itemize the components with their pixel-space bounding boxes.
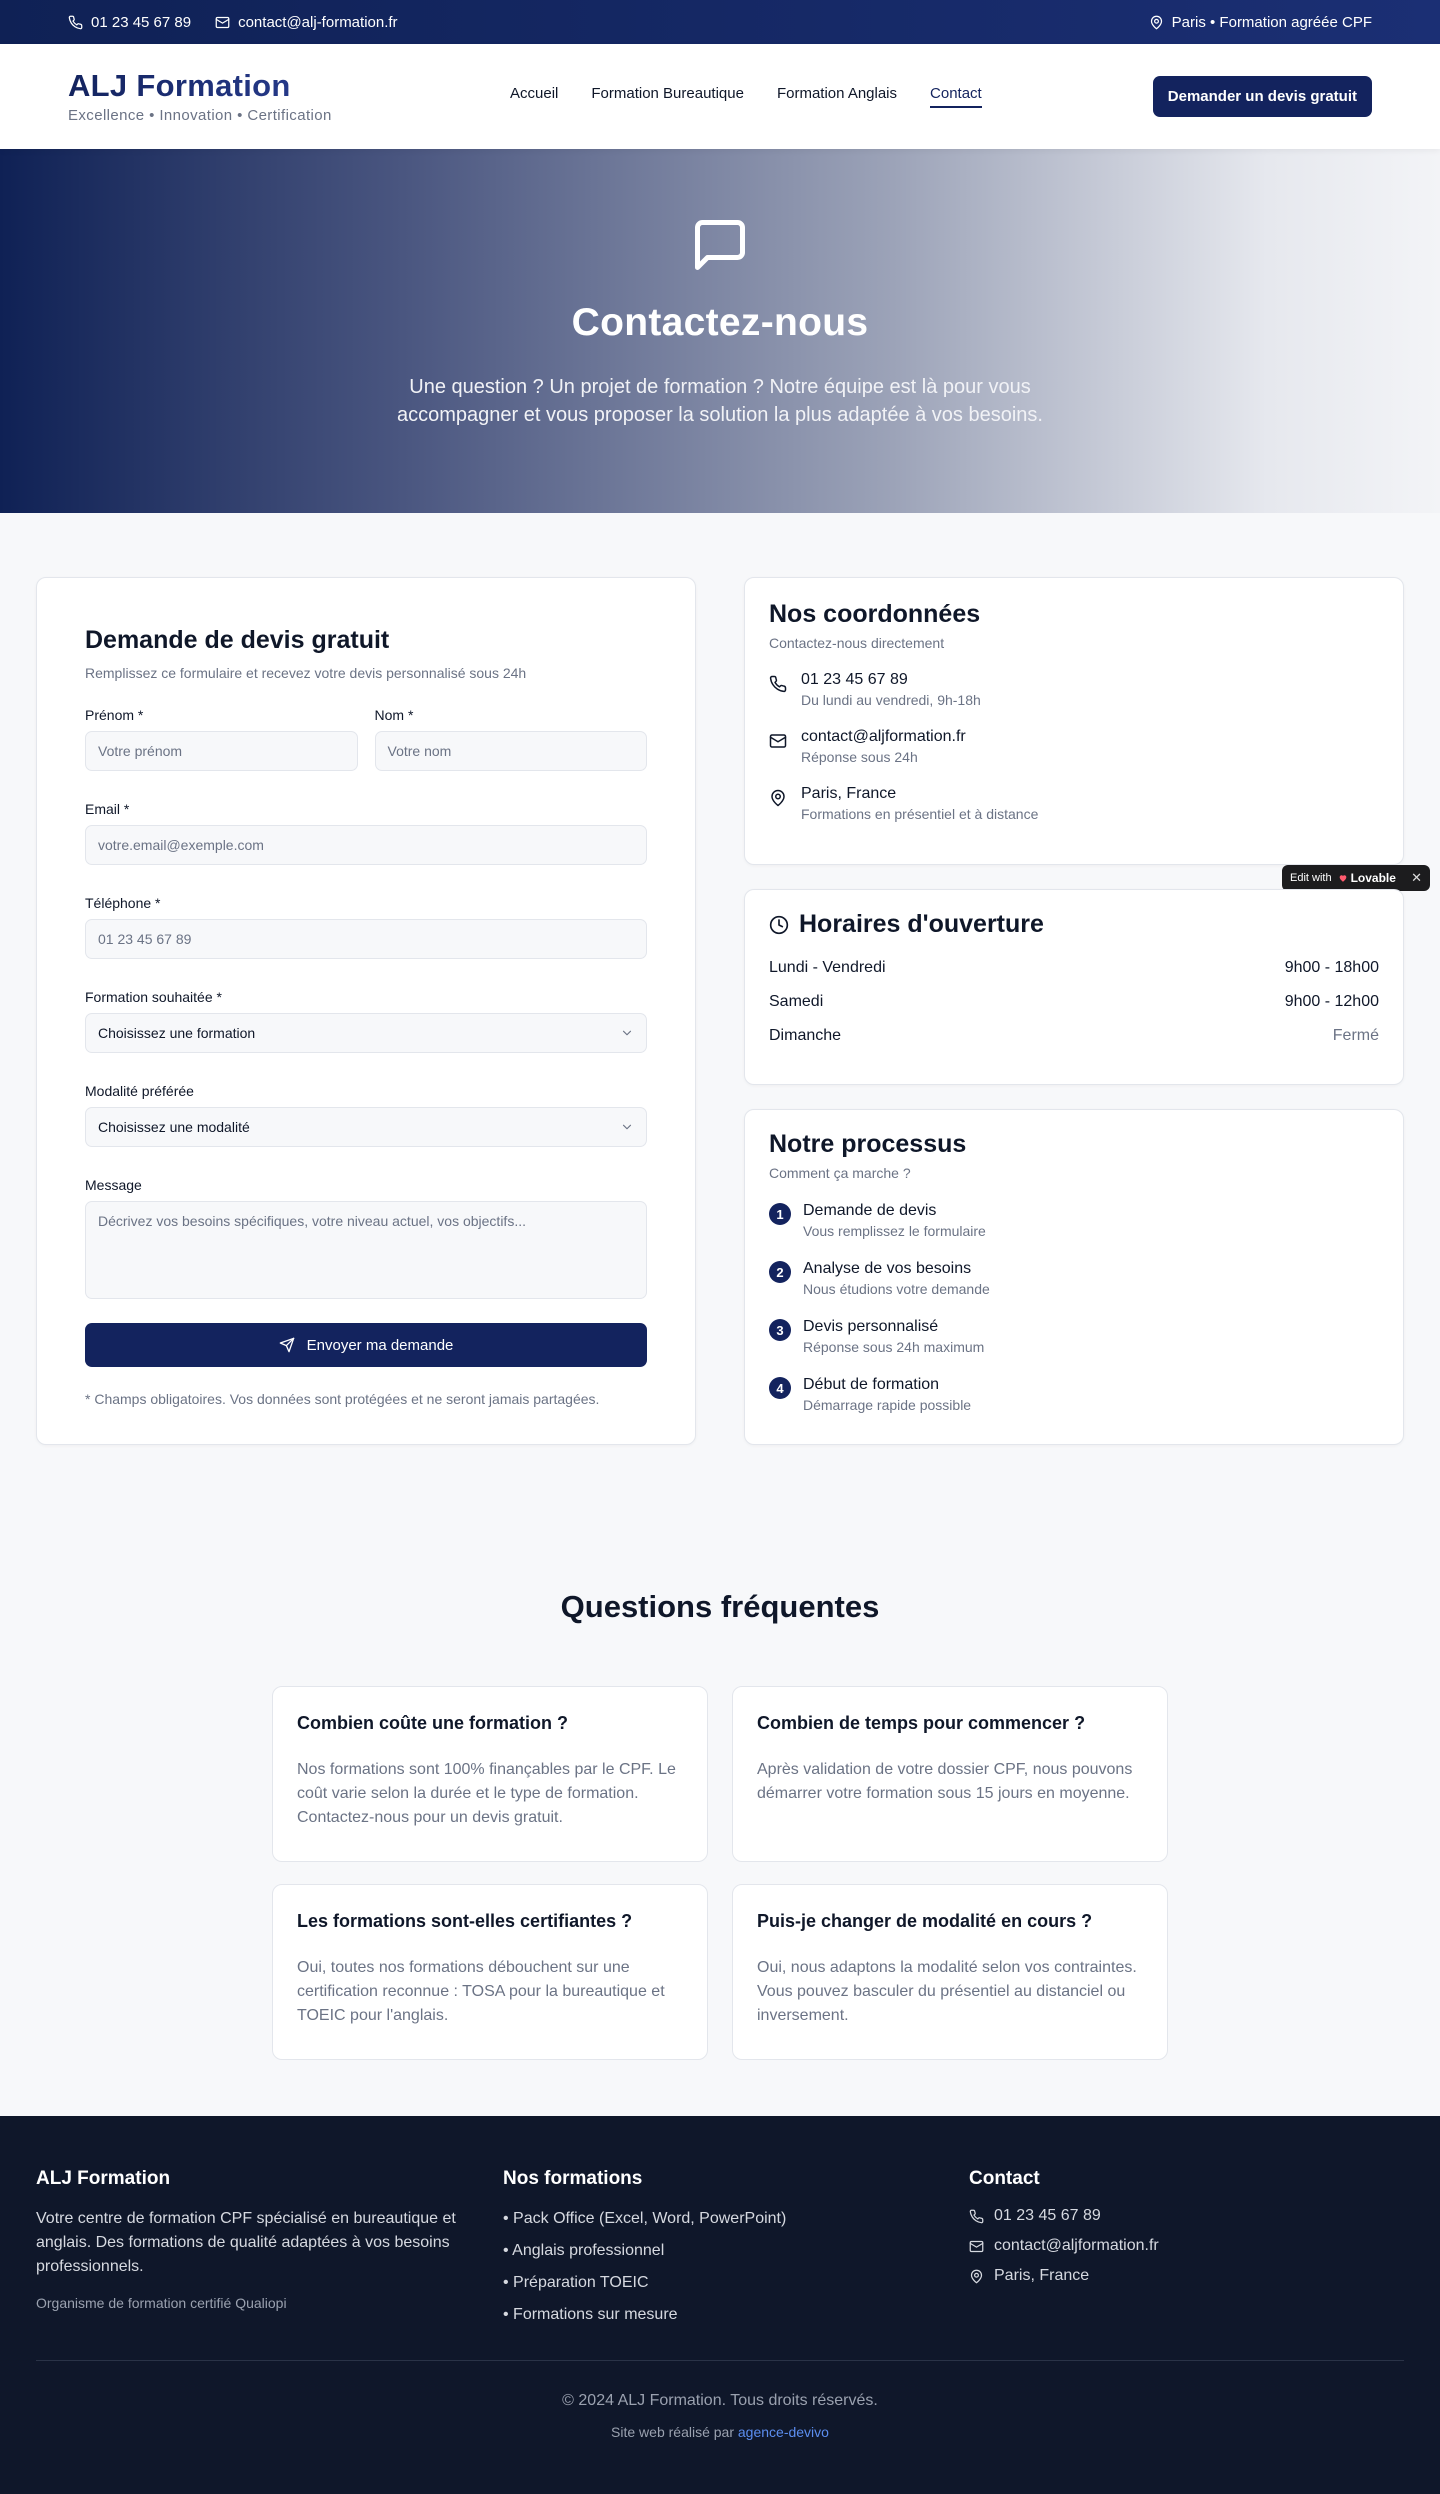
footer-location [969,2267,1389,2285]
topbar-phone-text: 01 23 45 67 89 [91,13,192,31]
faq-question: Puis-je changer de modalité en cours ? [757,1911,1093,1931]
step-title: Début de formation [803,1376,940,1393]
topbar-location [1149,14,1372,31]
faq-answer: Oui, toutes nos formations débouchent sur une certification reconnue : TOSA pour la bureautique et TOEIC pour l'anglais. [297,1959,665,2024]
send-icon [279,1337,295,1353]
step-number: 3 [769,1319,791,1341]
nav-formation-bureautique[interactable]: Formation Bureautique [591,85,744,102]
phone-icon [969,2209,984,2224]
contact-main [0,513,1440,1523]
faq-question: Combien de temps pour commencer ? [757,1713,1086,1733]
logo-tagline: Excellence • Innovation • Certification [68,106,332,124]
nav-contact[interactable]: Contact [930,85,982,108]
footer-certification: Organisme de formation certifié Qualiopi [36,2295,287,2311]
formation-label: Formation souhaitée * [85,989,222,1005]
footer-contact-title: Contact [969,2168,1040,2189]
lastname-label: Nom * [374,707,414,723]
process-step [769,1376,1379,1413]
site-header [0,44,1440,149]
mail-icon [215,15,230,30]
step-sub: Vous remplissez le formulaire [803,1223,986,1239]
message-textarea[interactable]: Décrivez vos besoins spécifiques, votre niveau actuel, vos objectifs... [85,1201,647,1299]
topbar-location-text: Paris • Formation agréée CPF [1171,13,1372,31]
submit-button[interactable] [85,1323,647,1367]
top-bar [0,0,1440,44]
hours-row [769,959,1379,977]
coords-phone[interactable] [769,671,1379,708]
coords-phone-main: 01 23 45 67 89 [801,671,908,688]
hero-section [0,149,1440,513]
process-title: Notre processus [769,1130,967,1158]
footer-email-text: contact@aljformation.fr [994,2237,1159,2254]
faq-answer: Oui, nous adaptons la modalité selon vos contraintes. Vous pouvez basculer du présentiel au distanciel ou inversement. [757,1959,1137,2024]
faq-item [732,1884,1168,2060]
faq-item [732,1686,1168,1862]
hours-day: Samedi [769,993,824,1010]
hours-day: Lundi - Vendredi [769,959,886,976]
footer-brand: ALJ Formation [36,2168,171,2189]
coords-phone-sub: Du lundi au vendredi, 9h-18h [801,692,981,708]
footer-contact [969,2168,1389,2297]
hours-title [769,910,1379,939]
mode-select-value: Choisissez une modalité [98,1119,250,1135]
message-square-icon [690,215,750,275]
formation-select[interactable] [85,1013,647,1053]
hours-time: 9h00 - 18h00 [1284,959,1379,976]
faq-answer: Nos formations sont 100% finançables par le CPF. Le coût varie selon la durée et le type de formation. Contactez-nous pour un devis gratuit. [297,1761,676,1826]
close-icon[interactable]: ✕ [1411,870,1422,885]
footer-divider [36,2360,1404,2361]
topbar-phone[interactable] [68,14,191,31]
footer-credit-prefix: Site web réalisé par [611,2424,734,2440]
hours-row [769,993,1379,1011]
faq-item [272,1686,708,1862]
hero-text: Une question ? Un projet de formation ? Notre équipe est là pour vous accompagner et vous proposer la solution la plus adaptée à vos besoins. [397,376,1043,426]
phone-icon [68,15,83,30]
faq-answer: Après validation de votre dossier CPF, nous pouvons démarrer votre formation sous 15 jours en moyenne. [757,1761,1133,1802]
mail-icon [769,732,787,750]
hours-day: Dimanche [769,1027,842,1044]
step-number: 1 [769,1203,791,1225]
footer-phone[interactable] [969,2207,1389,2225]
map-pin-icon [969,2269,984,2284]
footer-formation-item[interactable]: • Anglais professionnel [503,2242,665,2259]
footer-about [36,2168,476,2311]
coords-subtitle: Contactez-nous directement [769,635,945,651]
coords-email-sub: Réponse sous 24h [801,749,918,765]
map-pin-icon [769,789,787,807]
heart-icon [1338,873,1348,883]
footer-formations [503,2168,923,2335]
clock-icon [769,915,789,935]
form-title: Demande de devis gratuit [85,626,390,654]
chevron-down-icon [620,1026,634,1040]
step-number: 2 [769,1261,791,1283]
hours-time: Fermé [1332,1027,1379,1044]
formation-select-value: Choisissez une formation [98,1025,256,1041]
hours-title-text: Horaires d'ouverture [799,910,1044,938]
map-pin-icon [1149,15,1164,30]
faq-item [272,1884,708,2060]
lovable-brand [1338,871,1396,885]
lovable-brand-text: Lovable [1350,871,1396,885]
process-step [769,1260,1379,1297]
coords-location-main: Paris, France [801,785,897,802]
mode-select[interactable] [85,1107,647,1147]
footer-email[interactable] [969,2237,1389,2255]
quote-cta-button[interactable]: Demander un devis gratuit [1153,76,1372,117]
mode-label: Modalité préférée [85,1083,194,1099]
faq-section [0,1523,1440,2116]
email-input[interactable]: votre.email@exemple.com [85,825,647,865]
email-label: Email * [85,801,130,817]
chevron-down-icon [620,1120,634,1134]
firstname-input[interactable]: Votre prénom [85,731,358,771]
topbar-email-text: contact@alj-formation.fr [238,13,398,31]
quote-form-card [36,577,696,1445]
opening-hours-card [744,889,1404,1085]
footer-credit-link[interactable]: agence-devivo [737,2424,829,2440]
phone-label: Téléphone * [85,895,161,911]
process-step [769,1202,1379,1239]
main-nav [510,85,982,108]
footer-location-text: Paris, France [994,2267,1090,2284]
step-number: 4 [769,1377,791,1399]
nav-formation-anglais[interactable]: Formation Anglais [776,85,898,102]
footer-formation-item[interactable]: • Pack Office (Excel, Word, PowerPoint) [503,2210,787,2227]
site-footer [0,2116,1440,2494]
process-subtitle: Comment ça marche ? [769,1165,911,1181]
hours-time: 9h00 - 12h00 [1284,993,1379,1010]
step-title: Devis personnalisé [803,1318,939,1335]
lovable-badge[interactable] [1282,865,1430,891]
form-subtitle: Remplissez ce formulaire et recevez votre devis personnalisé sous 24h [85,665,527,681]
hours-row [769,1027,1379,1045]
lovable-edit-text: Edit with [1290,872,1332,884]
faq-question: Combien coûte une formation ? [297,1713,569,1733]
form-note: * Champs obligatoires. Vos données sont protégées et ne seront jamais partagées. [85,1391,600,1407]
footer-about-text: Votre centre de formation CPF spécialisé en bureautique et anglais. Des formations de qualité adaptées à vos besoins professionnels. [36,2210,456,2275]
coords-email[interactable] [769,728,1379,765]
footer-phone-text: 01 23 45 67 89 [994,2207,1101,2224]
coords-email-main: contact@aljformation.fr [801,728,966,745]
process-step [769,1318,1379,1355]
message-label: Message [85,1177,142,1193]
process-card [744,1109,1404,1445]
footer-credit [0,2424,1440,2440]
step-sub: Démarrage rapide possible [803,1397,972,1413]
footer-copyright: © 2024 ALJ Formation. Tous droits réservés. [562,2392,878,2409]
coords-title: Nos coordonnées [769,600,981,628]
step-title: Analyse de vos besoins [803,1260,972,1277]
step-sub: Nous étudions votre demande [803,1281,990,1297]
faq-title: Questions fréquentes [560,1589,880,1624]
coords-location-sub: Formations en présentiel et à distance [801,806,1039,822]
footer-formations-title: Nos formations [503,2168,643,2189]
footer-formation-item[interactable]: • Formations sur mesure [503,2306,678,2323]
topbar-email[interactable] [215,14,397,31]
phone-icon [769,675,787,693]
coordinates-card [744,577,1404,865]
firstname-label: Prénom * [85,707,144,723]
hero-title: Contactez-nous [571,301,869,344]
coords-location [769,785,1379,822]
logo[interactable] [68,69,428,123]
step-sub: Réponse sous 24h maximum [803,1339,985,1355]
logo-title: ALJ Formation [68,69,428,103]
nav-accueil[interactable]: Accueil [510,85,559,102]
mail-icon [969,2239,984,2254]
lastname-input[interactable]: Votre nom [375,731,648,771]
faq-question: Les formations sont-elles certifiantes ? [297,1911,633,1931]
phone-input[interactable]: 01 23 45 67 89 [85,919,647,959]
submit-label: Envoyer ma demande [306,1336,454,1354]
step-title: Demande de devis [803,1202,937,1219]
footer-formation-item[interactable]: • Préparation TOEIC [503,2274,649,2291]
